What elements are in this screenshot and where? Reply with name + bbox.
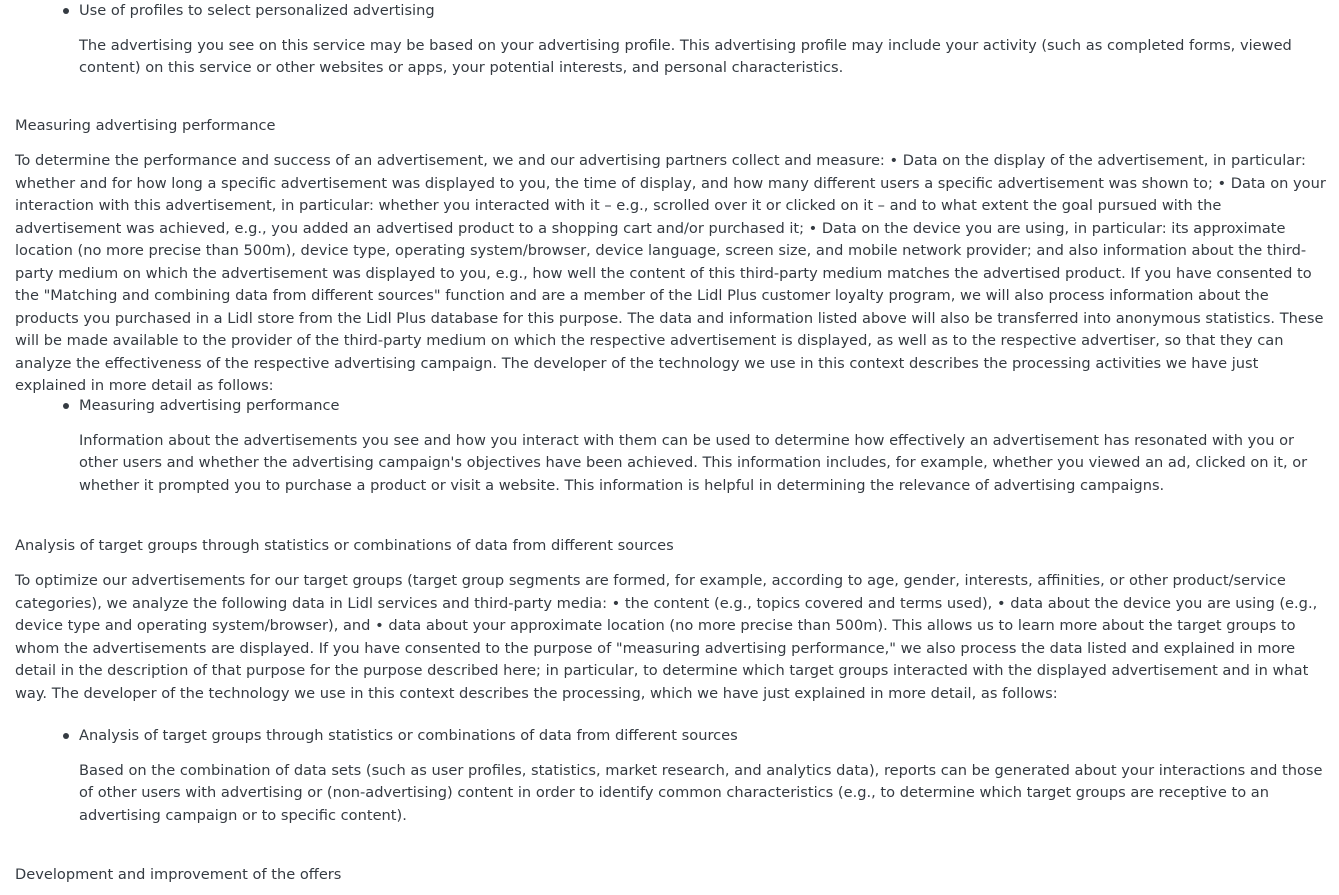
purpose-description: The advertising you see on this service may be based on your advertising profile. This advertising profile may include your activity (such as completed forms, viewed content) on this service or other websites or apps, your potential interests, and personal characteristics.: [79, 36, 1292, 76]
purpose-title: Measuring advertising performance: [79, 395, 1327, 418]
section-heading: Measuring advertising performance: [15, 117, 276, 134]
purpose-description: Information about the advertisements you see and how you interact with them can be used to determine how effectively an advertisement has resonated with you or other users and whether the advertising campaign's objectives have been achieved. This information includes, for example, whether you viewed an ad, clicked on it, or whether it prompted you to purchase a product or visit a website. This information is helpful in determining the relevance of advertising campaigns.: [79, 431, 1308, 494]
section-description: To optimize our advertisements for our target groups (target group segments are formed, for example, according to age, gender, interests, affinities, or other product/service categories), we analyze the following data in Lidl services and third-party media: • the content (e.g., topics covered and terms used), • data about the device you are using (e.g., device type and operating system/browser), and • data about your approximate location (no more precise than 500m). This allows us to learn more about the target groups to whom the advertisements are displayed. If you have consented to the purpose of "measuring advertising performance," we also process the data listed and explained in more detail in the description of that purpose for the purpose described here; in particular, to determine which target groups interacted with the displayed advertisement and in what way. The developer of the technology we use in this context describes the processing, which we have just explained in more detail, as follows:: [15, 572, 1318, 702]
section-heading: Development and improvement of the offers: [15, 866, 342, 883]
purpose-title: Use of profiles to select personalized advertising: [79, 0, 1327, 23]
vendor-purpose-item: [15, 725, 1327, 827]
vendor-purpose-item: [15, 0, 1327, 80]
purpose-title: Analysis of target groups through statistics or combinations of data from different sources: [79, 725, 1327, 748]
section-heading: Analysis of target groups through statistics or combinations of data from different sources: [15, 537, 674, 554]
purpose-description: Based on the combination of data sets (such as user profiles, statistics, market research, and analytics data), reports can be generated about your interactions and those of other users with advertising or (non-advertising) content in order to identify common characteristics (e.g., to determine which target groups are receptive to an advertising campaign or to specific content).: [79, 761, 1323, 824]
section-description: To determine the performance and success of an advertisement, we and our advertising partners collect and measure: • Data on the display of the advertisement, in particular: whether and for how long a specific advertisement was displayed to you, the time of display, and how many different users a specific advertisement was shown to; • Data on your interaction with this advertisement, in particular: whether you interacted with it – e.g., scrolled over it or clicked on it – and to what extent the goal pursued with the advertisement was achieved, e.g., you added an advertised product to a shopping cart and/or purchased it; • Data on the device you are using, in particular: its approximate location (no more precise than 500m), device type, operating system/browser, device language, screen size, and mobile network provider; and also information about the third-party medium on which the advertisement was displayed to you, e.g., how well the content of this third-party medium matches the advertised product. If you have consented to the "Matching and combining data from different sources" function and are a member of the Lidl Plus customer loyalty program, we will also process information about the products you purchased in a Lidl store from the Lidl Plus database for this purpose. The data and information listed above will also be transferred into anonymous statistics. These will be made available to the provider of the third-party medium on which the respective advertisement is displayed, as well as to the respective advertiser, so that they can analyze the effectiveness of the respective advertising campaign. The developer of the technology we use in this context describes the processing activities we have just explained in more detail as follows:: [15, 152, 1326, 394]
vendor-purpose-item: [15, 395, 1327, 497]
